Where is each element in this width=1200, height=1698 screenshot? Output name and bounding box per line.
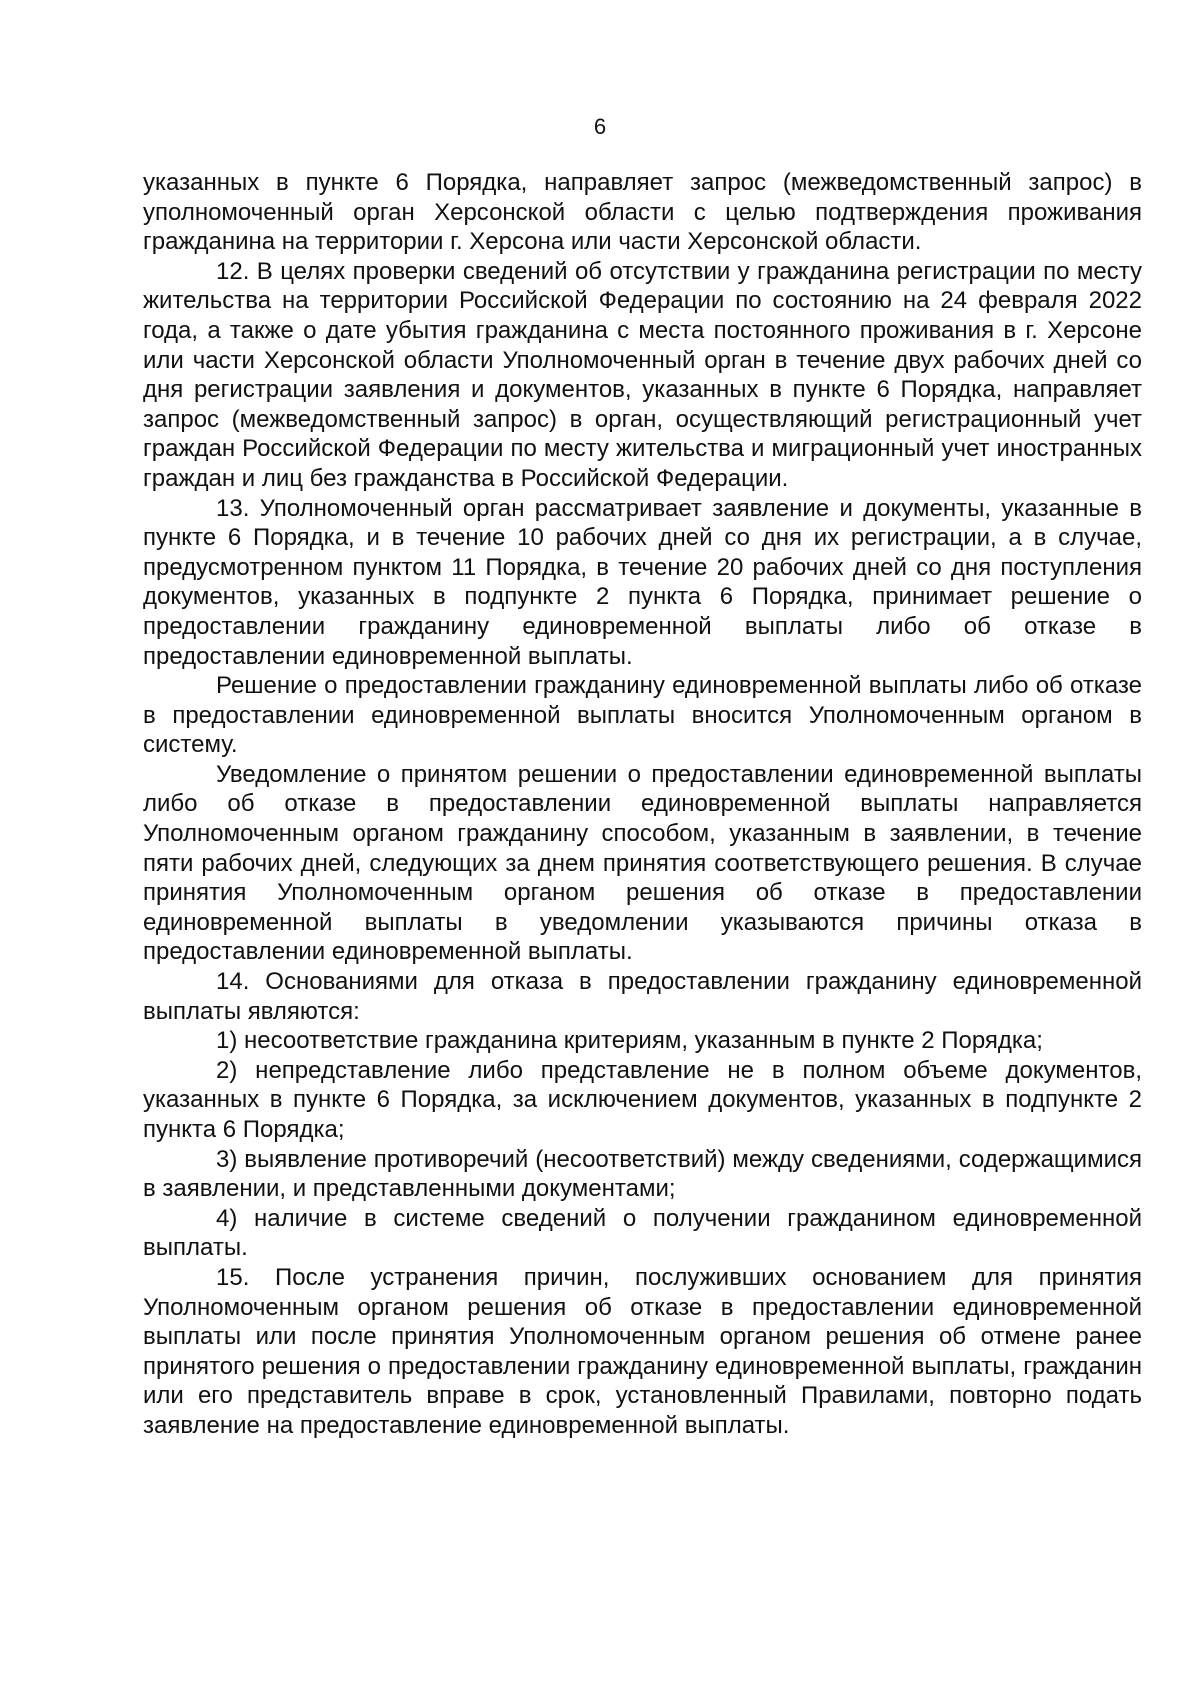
paragraph-12: 12. В целях проверки сведений об отсутствии у гражданина регистрации по месту жительства на территории Российской Федерации по состоянию на 24 февраля 2022 года, а также о дате убытия гражданина с места постоянного проживания в г. Херсоне или части Херсонской области Уполномоченный орган в течение двух рабочих дней со дня регистрации заявления и документов, указанных в пункте 6 Порядка, направляет запрос (межведомственный запрос) в орган, осуществляющий регистрационный учет граждан Российской Федерации по месту жительства и миграционный учет иностранных граждан и лиц без гражданства в Российской Федерации. [143, 257, 1142, 492]
paragraph-15: 15. После устранения причин, послуживших основанием для принятия Уполномоченным органом решения об отказе в предоставлении единовременной выплаты или после принятия Уполномоченным органом решения об отмене ранее принятого решения о предоставлении гражданину единовременной выплаты, гражданин или его представитель вправе в срок, установленный Правилами, повторно подать заявление на предоставление единовременной выплаты. [143, 1263, 1142, 1439]
paragraph-14: 14. Основаниями для отказа в предоставлении гражданину единовременной выплаты являются: [143, 968, 1142, 1025]
list-item-1: 1) несоответствие гражданина критериям, указанным в пункте 2 Порядка; [216, 1027, 1043, 1055]
paragraph-13-decision: Решение о предоставлении гражданину единовременной выплаты либо об отказе в предоставлении единовременной выплаты вносится Уполномоченным органом в систему. [143, 672, 1142, 759]
document-body [143, 168, 1142, 1441]
list-item-2: 2) непредставление либо представление не в полном объеме документов, указанных в пункте 6 Порядка, за исключением документов, указанных в подпункте 2 пункта 6 Порядка; [143, 1056, 1142, 1143]
page-number: 6 [593, 114, 607, 139]
list-item-4: 4) наличие в системе сведений о получении гражданином единовременной выплаты. [143, 1204, 1142, 1262]
list-item-3: 3) выявление противоречий (несоответствий) между сведениями, содержащимися в заявлении, и представленными документами; [143, 1145, 1142, 1203]
paragraph-continuation: указанных в пункте 6 Порядка, направляет запрос (межведомственный запрос) в уполномоченный орган Херсонской области с целью подтверждения проживания гражданина на территории г. Херсона или части Херсонской области. [143, 169, 1142, 256]
paragraph-13-notification: Уведомление о принятом решении о предоставлении единовременной выплаты либо об отказе в предоставлении единовременной выплаты направляется Уполномоченным органом гражданину способом, указанным в заявлении, в течение пяти рабочих дней, следующих за днем принятия соответствующего решения. В случае принятия Уполномоченным органом решения об отказе в предоставлении единовременной выплаты в уведомлении указываются причины отказа в предоставлении единовременной выплаты. [143, 760, 1142, 966]
paragraph-13: 13. Уполномоченный орган рассматривает заявление и документы, указанные в пункте 6 Порядка, и в течение 10 рабочих дней со дня их регистрации, а в случае, предусмотренном пунктом 11 Порядка, в течение 20 рабочих дней со дня поступления документов, указанных в подпункте 2 пункта 6 Порядка, принимает решение о предоставлении гражданину единовременной выплаты либо об отказе в предоставлении единовременной выплаты. [143, 494, 1142, 670]
